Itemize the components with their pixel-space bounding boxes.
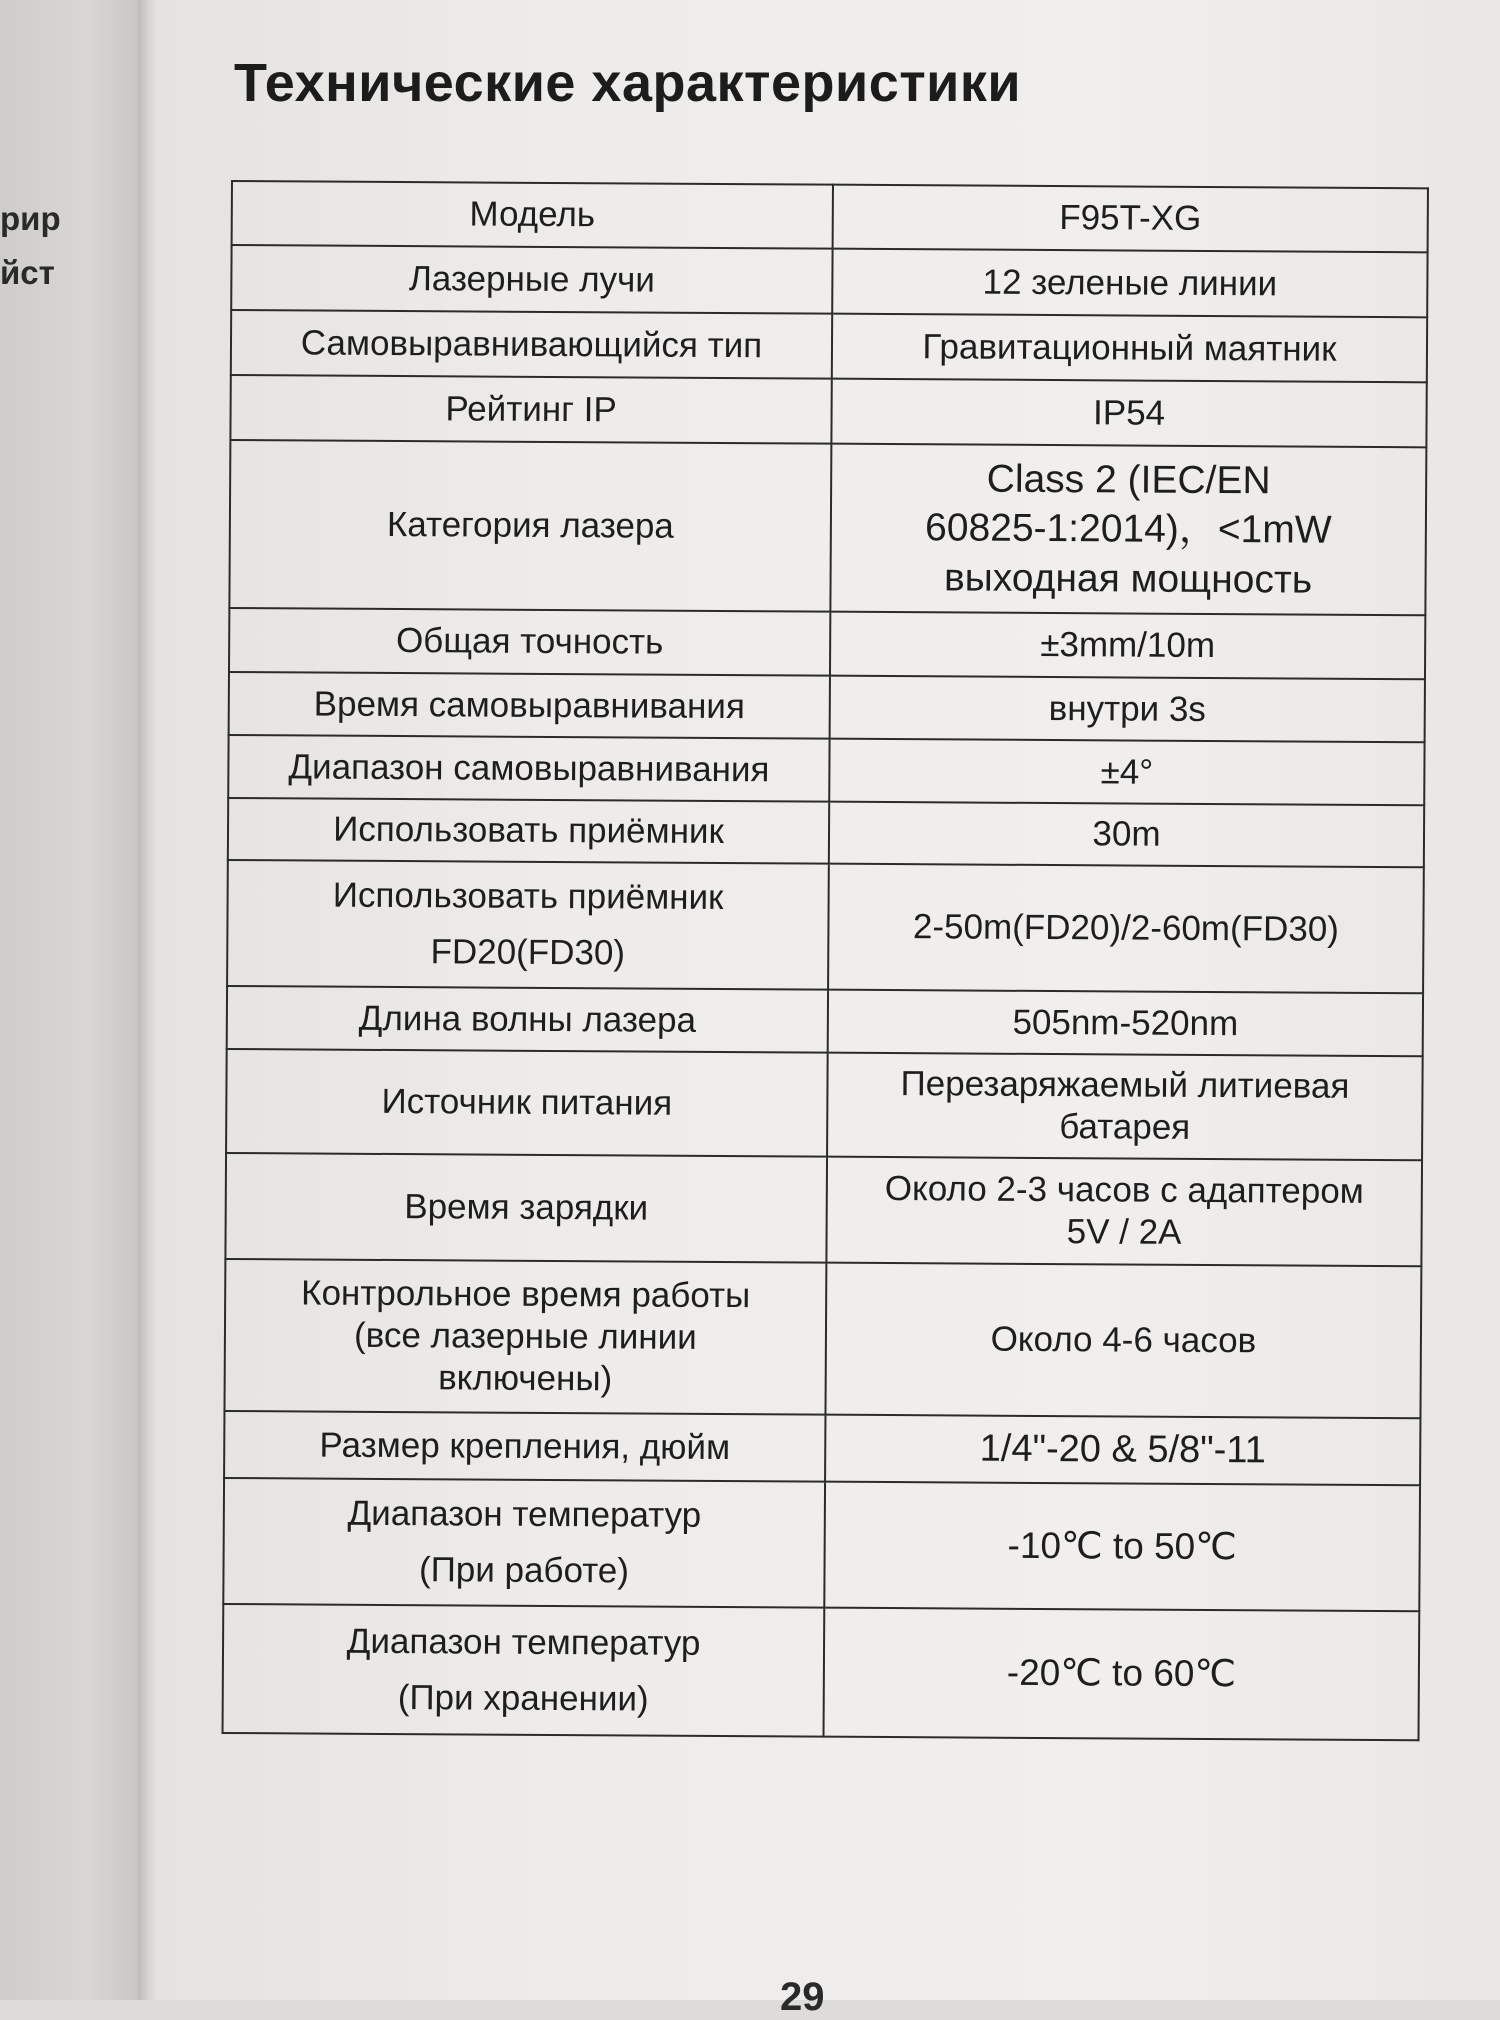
spec-parameter: Время самовыравнивания bbox=[229, 672, 830, 739]
table-row bbox=[230, 375, 1426, 447]
spec-value: Class 2 (IEC/EN 60825-1:2014)，<1mW выходная мощность bbox=[830, 444, 1426, 616]
spec-value: -10℃ to 50℃ bbox=[824, 1482, 1420, 1612]
left-page-fragment: рир bbox=[0, 200, 61, 237]
spec-value: Перезаряжаемый литиевая батарея bbox=[827, 1053, 1423, 1161]
spec-table bbox=[222, 180, 1429, 1741]
table-row bbox=[227, 986, 1423, 1056]
table-row bbox=[224, 1259, 1421, 1418]
spec-parameter: Категория лазера bbox=[229, 440, 831, 612]
page-title: Технические характеристики bbox=[234, 53, 1022, 113]
spec-parameter: Лазерные лучи bbox=[231, 245, 832, 314]
spec-value: 1/4"-20 & 5/8"-11 bbox=[825, 1415, 1420, 1486]
table-row bbox=[231, 245, 1427, 317]
spec-parameter: Диапазон температур (При хранении) bbox=[223, 1604, 825, 1737]
left-page bbox=[0, 0, 148, 2000]
spec-parameter: Размер крепления, дюйм bbox=[224, 1411, 825, 1482]
spec-value: Около 2-3 часов с адаптером 5V / 2A bbox=[826, 1157, 1422, 1267]
spec-value: 505nm-520nm bbox=[828, 990, 1423, 1057]
table-row bbox=[229, 672, 1425, 742]
table-row bbox=[229, 440, 1426, 615]
table-row bbox=[224, 1411, 1420, 1485]
spec-value: IP54 bbox=[831, 379, 1426, 448]
page-number: 29 bbox=[780, 1975, 825, 2019]
table-row bbox=[228, 798, 1424, 867]
spec-value: Гравитационный маятник bbox=[832, 314, 1427, 383]
spec-value: 30m bbox=[829, 802, 1424, 868]
spec-value: 2-50m(FD20)/2-60m(FD30) bbox=[828, 864, 1424, 994]
table-row bbox=[229, 608, 1425, 679]
spec-parameter: Длина волны лазера bbox=[227, 986, 828, 1053]
spec-value: ±3mm/10m bbox=[830, 612, 1425, 680]
spec-value: Около 4-6 часов bbox=[825, 1263, 1421, 1419]
spec-parameter: Общая точность bbox=[229, 608, 830, 676]
spec-value: внутри 3s bbox=[830, 676, 1425, 743]
spec-parameter: Самовыравнивающийся тип bbox=[231, 310, 832, 379]
spec-value: F95T-XG bbox=[833, 185, 1428, 253]
spec-parameter: Модель bbox=[232, 181, 833, 249]
table-row bbox=[226, 1049, 1423, 1160]
table-row bbox=[228, 735, 1424, 805]
table-row bbox=[223, 1604, 1420, 1740]
spec-value: ±4° bbox=[829, 739, 1424, 806]
spec-parameter: Использовать приёмник bbox=[228, 798, 829, 864]
spec-parameter: Рейтинг IP bbox=[230, 375, 831, 444]
table-row bbox=[231, 310, 1427, 382]
table-row bbox=[227, 860, 1424, 993]
table-row bbox=[225, 1153, 1422, 1266]
spec-parameter: Диапазон самовыравнивания bbox=[228, 735, 829, 802]
spec-value: -20℃ to 60℃ bbox=[824, 1608, 1420, 1741]
left-page-fragment: йст bbox=[0, 254, 55, 291]
table-row bbox=[232, 181, 1428, 252]
spec-parameter: Контрольное время работы (все лазерные линии включены) bbox=[224, 1259, 826, 1415]
spec-parameter: Использовать приёмник FD20(FD30) bbox=[227, 860, 829, 990]
table-row bbox=[223, 1478, 1420, 1611]
spec-value: 12 зеленые линии bbox=[832, 249, 1427, 318]
spec-parameter: Время зарядки bbox=[225, 1153, 827, 1263]
spec-parameter: Источник питания bbox=[226, 1049, 828, 1157]
spec-parameter: Диапазон температур (При работе) bbox=[223, 1478, 825, 1608]
